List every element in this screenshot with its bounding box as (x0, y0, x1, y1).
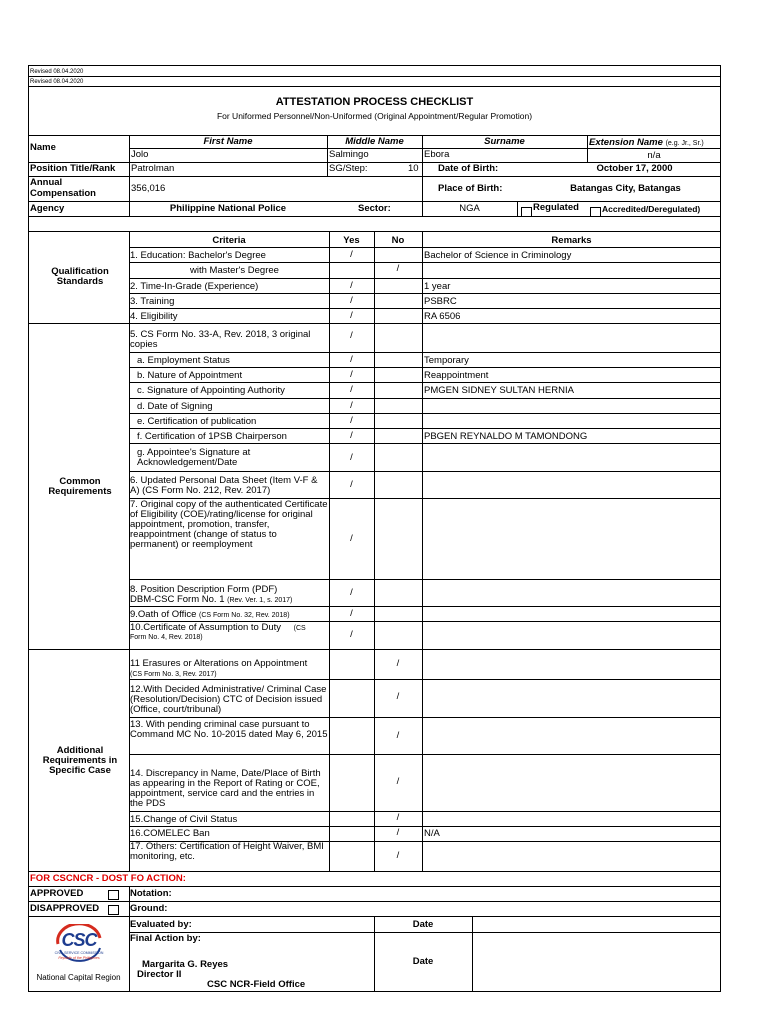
rule (129, 262, 721, 263)
yes-mark[interactable]: / (350, 330, 353, 341)
criteria-time-in-grade: 2. Time-In-Grade (Experience) (130, 281, 259, 292)
criteria-education: 1. Education: Bachelor's Degree (130, 250, 266, 261)
criteria-pdf-form: DBM-CSC Form No. 1 (130, 594, 225, 605)
page-title: ATTESTATION PROCESS CHECKLIST (275, 96, 474, 108)
rule (28, 216, 721, 217)
rule (129, 413, 721, 414)
revision-note: Revised 08.04.2020 (30, 79, 84, 85)
rule (129, 606, 721, 607)
name-label: Name (30, 142, 56, 153)
yes-mark[interactable]: / (350, 310, 353, 321)
yes-mark[interactable]: / (350, 415, 353, 426)
compensation-label-line1: Annual (30, 177, 63, 188)
remarks-employment-status[interactable]: Temporary (424, 355, 469, 366)
rule (517, 201, 518, 216)
csc-logo-subtext-2: Republic of the Philippines (58, 956, 100, 960)
yes-mark[interactable]: / (350, 587, 353, 598)
surname-value[interactable]: Ebora (424, 149, 450, 160)
criteria-certification-publication: e. Certification of publication (137, 416, 257, 427)
dob-value[interactable]: October 17, 2000 (596, 163, 673, 174)
criteria-erasures-rev: (CS Form No. 3, Rev. 2017) (130, 671, 217, 678)
extension-hint: (e.g. Jr., Sr.) (665, 140, 704, 147)
signatory-name: Margarita G. Reyes (142, 959, 229, 970)
rule (329, 231, 330, 871)
rule (129, 382, 721, 383)
yes-mark[interactable]: / (350, 295, 353, 306)
sg-step-label: SG/Step: (329, 163, 368, 174)
group-qualification-standards: Qualification Standards (51, 266, 109, 287)
rule (129, 579, 721, 580)
agency-value[interactable]: Philippine National Police (169, 203, 287, 214)
remarks-comelec-ban[interactable]: N/A (424, 828, 440, 839)
rule (129, 278, 721, 279)
criteria-others: 17. Others: Certification of Height Waiver, BMI monitoring, etc. (130, 841, 324, 862)
rule (129, 352, 721, 353)
criteria-oath (130, 610, 290, 621)
rule (28, 86, 721, 87)
compensation-value[interactable]: 356,016 (131, 183, 166, 194)
regulated-label: Regulated (533, 202, 579, 213)
yes-mark[interactable]: / (350, 384, 353, 395)
group-common-requirements: Common Requirements (48, 476, 112, 497)
action-heading: FOR CSCNCR - DOST FO ACTION: (30, 873, 186, 884)
rule (28, 871, 721, 872)
rule (28, 901, 721, 902)
no-mark[interactable]: / (396, 776, 400, 787)
signatory-title: Director II (137, 969, 182, 980)
rule (28, 76, 721, 77)
agency-label: Agency (30, 203, 65, 214)
criteria-date-of-signing: d. Date of Signing (137, 401, 213, 412)
criteria-pdf-rev: (Rev. Ver. 1, s. 2017) (227, 597, 293, 604)
criteria-oath-text: 9.Oath of Office (130, 609, 197, 620)
yes-mark[interactable]: / (350, 280, 353, 291)
yes-mark[interactable]: / (350, 452, 353, 463)
rule (129, 717, 721, 718)
final-date-label: Date (412, 956, 434, 967)
region-label: National Capital Region (36, 973, 121, 982)
rule (129, 428, 721, 429)
criteria-cs-form-33a: 5. CS Form No. 33-A, Rev. 2018, 3 original copies (130, 329, 311, 350)
criteria-comelec-ban: 16.COMELEC Ban (130, 828, 210, 839)
position-label: Position Title/Rank (30, 163, 116, 174)
remarks-appointing-authority[interactable]: PMGEN SIDNEY SULTAN HERNIA (424, 385, 574, 396)
no-mark[interactable]: / (396, 658, 400, 669)
rule (129, 932, 721, 933)
approved-label: APPROVED (30, 888, 84, 899)
remarks-1psb-chairperson[interactable]: PBGEN REYNALDO M TAMONDONG (424, 431, 588, 442)
criteria-header: Criteria (212, 235, 246, 246)
rule (129, 826, 721, 827)
rule (129, 811, 721, 812)
final-action-label: Final Action by: (130, 933, 201, 944)
group-additional-requirements: Additional Requirements in Specific Case (42, 745, 118, 776)
criteria-training: 3. Training (130, 296, 175, 307)
criteria-pdf-line2 (130, 595, 292, 606)
revision-note: Revised 08.04.2020 (30, 69, 84, 75)
remarks-eligibility[interactable]: RA 6506 (424, 311, 461, 322)
criteria-eligibility: 4. Eligibility (130, 311, 178, 322)
evaluated-by-label: Evaluated by: (130, 919, 192, 930)
yes-mark[interactable]: / (350, 533, 353, 544)
yes-mark[interactable]: / (350, 400, 353, 411)
rule (129, 308, 721, 309)
csc-logo-subtext: CIVIL SERVICE COMMISSION (54, 951, 104, 955)
yes-mark[interactable]: / (350, 430, 353, 441)
compensation-label-line2: Compensation (30, 188, 96, 199)
criteria-certification-1psb: f. Certification of 1PSB Chairperson (137, 431, 287, 442)
no-header: No (391, 235, 405, 246)
criteria-decided-case: 12.With Decided Administrative/ Criminal Case (Resolution/Decision) CTC of Decision issued (Office, court/tribunal) (130, 684, 327, 715)
criteria-appointee-signature: g. Appointee's Signature at Acknowledgement/Date (137, 447, 251, 468)
middle-name-label: Middle Name (345, 136, 404, 147)
rule (472, 916, 473, 992)
sector-value[interactable]: NGA (459, 203, 480, 214)
extension-name-value[interactable]: n/a (647, 150, 661, 161)
remarks-header: Remarks (551, 235, 592, 246)
criteria-employment-status: a. Employment Status (137, 355, 230, 366)
page-subtitle: For Uniformed Personnel/Non-Uniformed (Original Appointment/Regular Promotion) (216, 111, 533, 121)
evaluated-date-label: Date (412, 919, 434, 930)
sg-step-value[interactable]: 10 (408, 163, 419, 174)
criteria-oath-rev: (CS Form No. 32, Rev. 2018) (199, 612, 290, 619)
accredited-checkbox[interactable] (590, 207, 601, 217)
rule (129, 247, 721, 248)
criteria-assumption-text: 10.Certificate of Assumption to Duty (130, 622, 282, 633)
rule (129, 367, 721, 368)
no-mark[interactable]: / (396, 691, 400, 702)
sector-label: Sector: (358, 203, 391, 214)
rule (129, 398, 721, 399)
criteria-pds: 6. Updated Personal Data Sheet (Item V-F & A) (CS Form No. 212, Rev. 2017) (130, 475, 318, 496)
csc-logo (52, 924, 106, 964)
rule (129, 679, 721, 680)
criteria-signature-authority: c. Signature of Appointing Authority (137, 385, 285, 396)
first-name-value[interactable]: Jolo (131, 149, 149, 160)
accredited-label: Accredited/Deregulated) (602, 204, 701, 214)
criteria-civil-status: 15.Change of Civil Status (130, 814, 238, 825)
disapproved-checkbox[interactable] (108, 905, 119, 915)
yes-mark[interactable]: / (350, 479, 353, 490)
rule (28, 886, 721, 887)
first-name-label: First Name (203, 136, 253, 147)
pob-label: Place of Birth: (438, 183, 503, 194)
yes-header: Yes (343, 235, 360, 246)
extension-name-text: Extension Name (589, 137, 663, 148)
remarks-training[interactable]: PSBRC (424, 296, 457, 307)
regulated-checkbox[interactable] (521, 207, 532, 217)
no-mark[interactable]: / (396, 850, 400, 861)
criteria-pending-case: 13. With pending criminal case pursuant to Command MC No. 10-2015 dated May 6, 2015 (130, 719, 328, 740)
rule (129, 754, 721, 755)
position-value[interactable]: Patrolman (131, 163, 175, 174)
disapproved-label: DISAPPROVED (30, 903, 100, 914)
criteria-nature-of-appointment: b. Nature of Appointment (137, 370, 243, 381)
rule (129, 293, 721, 294)
notation-label: Notation: (130, 888, 172, 899)
criteria-masters: with Master's Degree (190, 265, 279, 276)
yes-mark[interactable]: / (350, 629, 353, 640)
yes-mark[interactable]: / (350, 369, 353, 380)
csc-logo-text: CSC (61, 930, 97, 950)
ground-label: Ground: (130, 903, 168, 914)
extension-name-label (589, 138, 704, 149)
surname-label: Surname (484, 136, 525, 147)
remarks-time-in-grade[interactable]: 1 year (424, 281, 451, 292)
rule (28, 176, 721, 177)
criteria-erasures: 11 Erasures or Alterations on Appointment (130, 658, 308, 669)
no-mark[interactable]: / (396, 730, 400, 741)
yes-mark[interactable]: / (350, 608, 353, 619)
rule (374, 231, 375, 871)
criteria-coe: 7. Original copy of the authenticated Certificate of Eligibility (COE)/rating/license for original appointment, promotion, transfer, reappointment (change of status to permanent) or reemployment (130, 499, 328, 550)
criteria-pdf-line1: 8. Position Description Form (PDF) (130, 584, 278, 595)
no-mark[interactable]: / (396, 263, 400, 274)
remarks-education[interactable]: Bachelor of Science in Criminology (424, 250, 572, 261)
criteria-discrepancy: 14. Discrepancy in Name, Date/Place of Birth as appearing in the Report of Rating or COE, appointment, service card and the entries in the PDS (130, 768, 321, 809)
criteria-assumption-rev-a: (CS (293, 625, 306, 632)
rule (129, 443, 721, 444)
middle-name-value[interactable]: Salmingo (329, 149, 369, 160)
rule (422, 231, 423, 871)
pob-value[interactable]: Batangas City, Batangas (570, 183, 681, 194)
approved-checkbox[interactable] (108, 890, 119, 900)
criteria-assumption-rev-b: Form No. 4, Rev. 2018) (130, 634, 203, 641)
no-mark[interactable]: / (396, 827, 400, 838)
dob-label: Date of Birth: (438, 163, 499, 174)
rule (129, 471, 721, 472)
yes-mark[interactable]: / (350, 354, 353, 365)
rule (28, 201, 721, 202)
no-mark[interactable]: / (396, 812, 400, 823)
remarks-nature-of-appointment[interactable]: Reappointment (424, 370, 489, 381)
yes-mark[interactable]: / (350, 249, 353, 260)
office-name: CSC NCR-Field Office (207, 979, 306, 990)
